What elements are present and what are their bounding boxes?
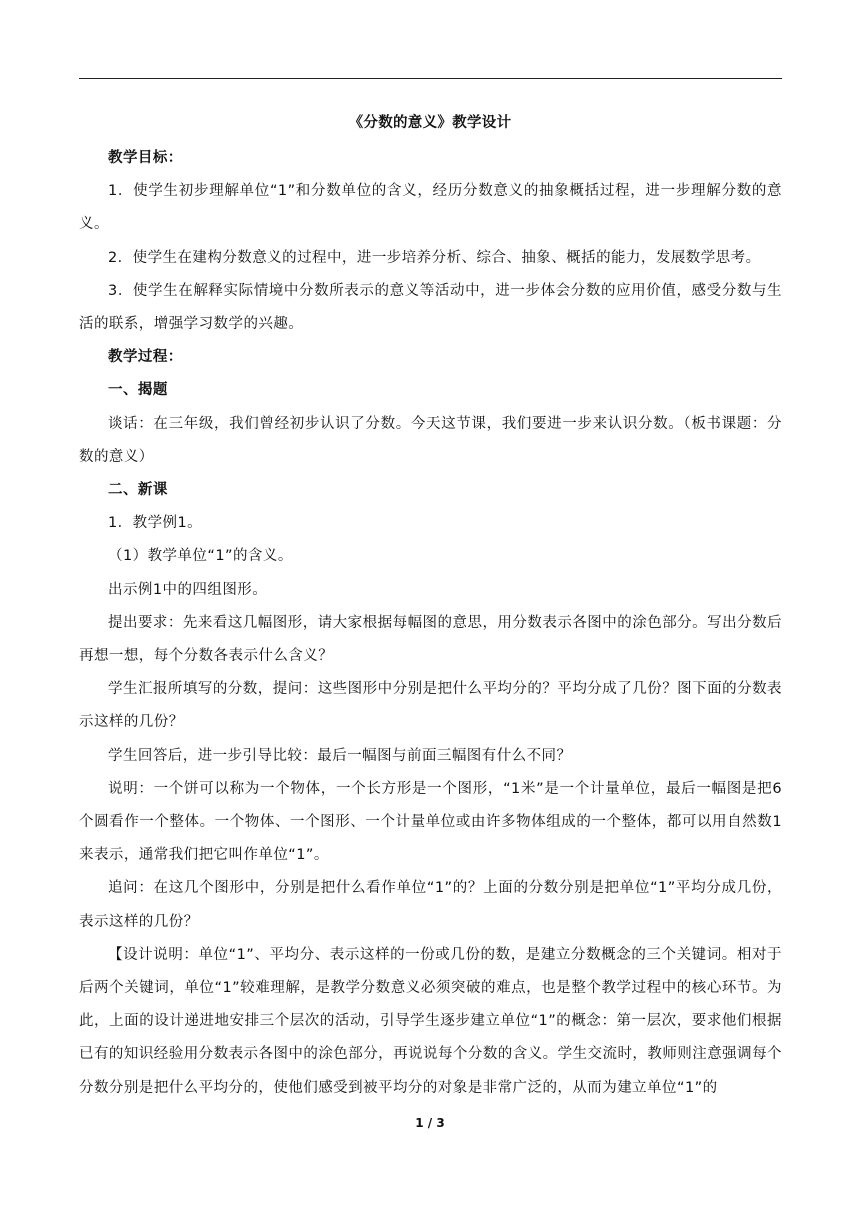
paragraph: 学生回答后，进一步引导比较：最后一幅图与前面三幅图有什么不同？: [108, 747, 572, 764]
section-heading: 二、新课: [108, 482, 168, 499]
header-rule: [79, 78, 782, 79]
paragraph: 出示例1中的四组图形。: [108, 581, 268, 598]
paragraph: 1．教学例1。: [108, 515, 203, 532]
paragraph: 说明：一个饼可以称为一个物体，一个长方形是一个图形，“1米”是一个计量单位，最后一幅图是把6个圆看作一个整体。一个物体、一个图形、一个计量单位或由许多物体组成的一个整体，都可以用自然数1来表示，通常我们把它叫作单位“1”。: [79, 780, 782, 864]
paragraph: 3．使学生在解释实际情境中分数所表示的意义等活动中，进一步体会分数的应用价值，感受分数与生活的联系，增强学习数学的兴趣。: [79, 282, 782, 333]
document-body: [79, 142, 782, 1105]
section-heading: 教学目标：: [108, 150, 183, 166]
section-heading: 教学过程：: [108, 349, 183, 366]
paragraph: 1．使学生初步理解单位“1”和分数单位的含义，经历分数意义的抽象概括过程，进一步理解分数的意义。: [79, 183, 782, 233]
paragraph: 2．使学生在建构分数意义的过程中，进一步培养分析、综合、抽象、概括的能力，发展数学思考。: [108, 249, 761, 266]
page-number: 1 / 3: [415, 1116, 445, 1130]
paragraph: 追问：在这几个图形中，分别是把什么看作单位“1”的？上面的分数分别是把单位“1”平均分成几份，表示这样的几份？: [79, 880, 782, 930]
paragraph: 谈话：在三年级，我们曾经初步认识了分数。今天这节课，我们要进一步来认识分数。（板书课题：分数的意义）: [79, 415, 782, 465]
paragraph: （1）教学单位“1”的含义。: [108, 548, 293, 565]
page-title: 《分数的意义》教学设计: [348, 115, 512, 131]
paragraph: 【设计说明：单位“1”、平均分、表示这样的一份或几份的数，是建立分数概念的三个关键词。相对于后两个关键词，单位“1”较难理解，是教学分数意义必须突破的难点，也是整个教学过程中的核心环节。为此，上面的设计递进地安排三个层次的活动，引导学生逐步建立单位“1”的概念：第一层次，要求他们根据已有的知识经验用分数表示各图中的涂色部分，再说说每个分数的含义。学生交流时，教师则注意强调每个分数分别是把什么平均分的，使他们感受到被平均分的对象是非常广泛的，从而为建立单位“1”的: [79, 946, 782, 1096]
section-heading: 一、揭题: [108, 382, 168, 399]
paragraph: 学生汇报所填写的分数，提问：这些图形中分别是把什么平均分的？平均分成了几份？图下面的分数表示这样的几份？: [79, 681, 782, 731]
paragraph: 提出要求：先来看这几幅图形，请大家根据每幅图的意思，用分数表示各图中的涂色部分。写出分数后再想一想，每个分数各表示什么含义？: [79, 614, 782, 665]
